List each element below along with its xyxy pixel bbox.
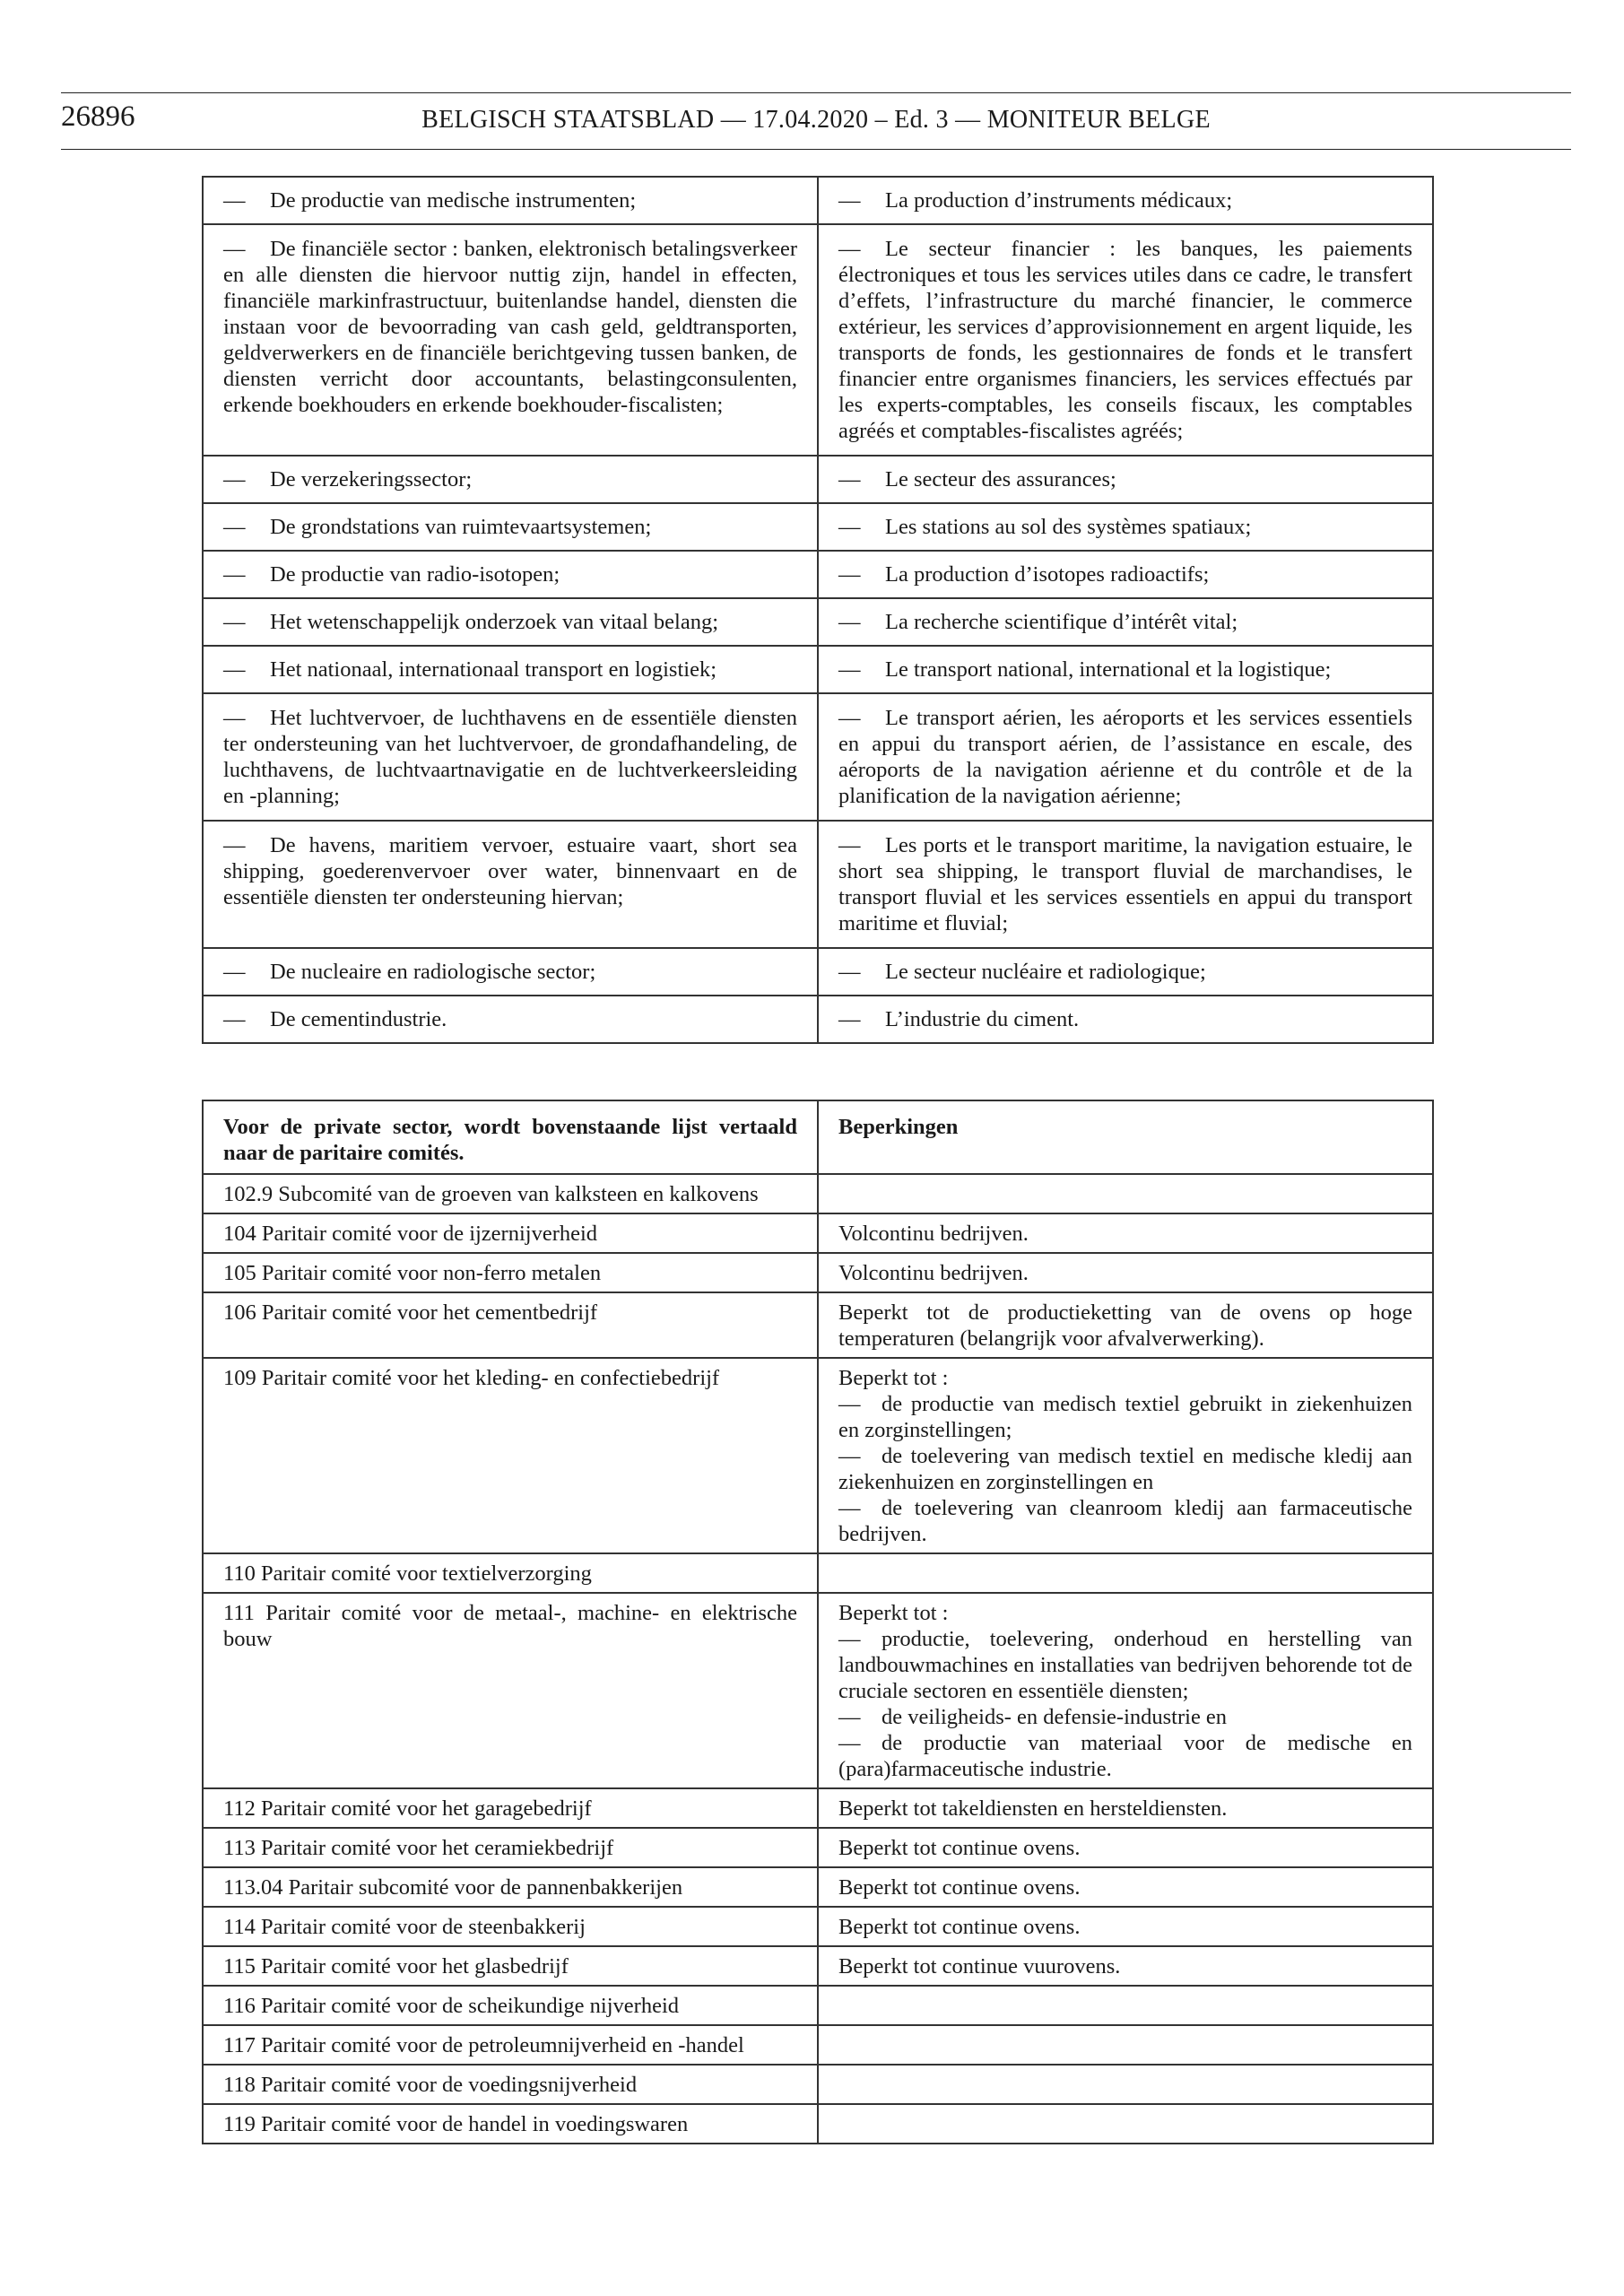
em-dash: — <box>223 562 246 587</box>
committee-row <box>203 1213 1433 1253</box>
committee-header-right: Beperkingen <box>818 1100 1433 1174</box>
limit-text: de toelevering van cleanroom kledij aan farmaceutische bedrijven. <box>838 1496 1412 1546</box>
committee-limits <box>818 2025 1433 2065</box>
sector-row <box>203 996 1433 1043</box>
sector-cell-fr <box>818 948 1433 996</box>
cell-text: Le secteur nucléaire et radiologique; <box>885 960 1206 984</box>
cell-text: Le secteur des assurances; <box>885 467 1116 491</box>
sector-row <box>203 646 1433 693</box>
sector-cell-fr <box>818 821 1433 948</box>
sector-cell-nl <box>203 598 818 646</box>
committee-row <box>203 2025 1433 2065</box>
limit-line <box>838 1495 1412 1547</box>
cell-text: La production d’isotopes radioactifs; <box>885 562 1210 587</box>
em-dash: — <box>838 1392 861 1416</box>
header-top-rule <box>61 92 1571 93</box>
committee-row <box>203 1907 1433 1946</box>
limit-line <box>838 1443 1412 1495</box>
committee-limits <box>818 2104 1433 2144</box>
cell-text: Le transport national, international et la logistique; <box>885 657 1332 682</box>
em-dash: — <box>223 188 246 213</box>
committee-limits <box>818 1358 1433 1553</box>
committee-row <box>203 2065 1433 2104</box>
committee-row <box>203 1174 1433 1213</box>
committee-name: 106 Paritair comité voor het cementbedrijf <box>203 1292 818 1358</box>
committee-name: 113.04 Paritair subcomité voor de pannenbakkerijen <box>203 1867 818 1907</box>
committee-row <box>203 1292 1433 1358</box>
committee-row <box>203 1828 1433 1867</box>
committee-name: 118 Paritair comité voor de voedingsnijverheid <box>203 2065 818 2104</box>
sector-cell-nl <box>203 503 818 551</box>
cell-text: De financiële sector : banken, elektronisch betalingsverkeer en alle diensten die hiervoor nuttig zijn, handel in effecten, financiële markinfrastructuur, buitenlandse handel, diensten die instaan voor de bevoorrading van cash geld, geldtransporten, geldverwerkers en de financiële berichtgeving tussen banken, de diensten verricht door accountants, belastingconsulenten, erkende boekhouders en erkende boekhouder-fiscalisten; <box>223 237 797 417</box>
cell-text: De nucleaire en radiologische sector; <box>270 960 596 984</box>
limit-text: de veiligheids- en defensie-industrie en <box>881 1705 1228 1729</box>
committee-name: 102.9 Subcomité van de groeven van kalksteen en kalkovens <box>203 1174 818 1213</box>
em-dash: — <box>223 960 246 984</box>
sector-cell-fr <box>818 224 1433 456</box>
sector-cell-nl <box>203 177 818 224</box>
em-dash: — <box>838 188 861 213</box>
committee-limits <box>818 1213 1433 1253</box>
committee-table <box>202 1100 1434 2144</box>
em-dash: — <box>838 1731 861 1755</box>
limit-line: Beperkt tot : <box>838 1601 949 1625</box>
committee-table-header <box>203 1100 1433 1174</box>
committee-limits <box>818 1907 1433 1946</box>
limit-line: Beperkt tot continue ovens. <box>838 1875 1081 1900</box>
em-dash: — <box>838 1627 861 1651</box>
cell-text: Le secteur financier : les banques, les paiements électroniques et tous les services utiles dans ce cadre, le transfert d’effets, l’infrastructure du marché financier, le commerce extérieur, les services d’approvisionnement en argent liquide, les transports de fonds, les gestionnaires de fonds et le transfert financier entre organismes financiers, les services effectués par les experts-comptables, les conseils fiscaux, les comptables agréés et comptables-fiscalistes agréés; <box>838 237 1412 443</box>
sector-cell-fr <box>818 177 1433 224</box>
em-dash: — <box>838 1007 861 1031</box>
sector-cell-fr <box>818 503 1433 551</box>
em-dash: — <box>838 1496 861 1520</box>
em-dash: — <box>838 706 861 730</box>
committee-name: 111 Paritair comité voor de metaal-, machine- en elektrische bouw <box>203 1593 818 1788</box>
committee-row <box>203 1253 1433 1292</box>
committee-limits <box>818 2065 1433 2104</box>
sector-cell-nl <box>203 551 818 598</box>
committee-row <box>203 1553 1433 1593</box>
committee-row <box>203 1946 1433 1986</box>
cell-text: La production d’instruments médicaux; <box>885 188 1233 213</box>
cell-text: Het nationaal, internationaal transport en logistiek; <box>270 657 717 682</box>
committee-row <box>203 1358 1433 1553</box>
cell-text: La recherche scientifique d’intérêt vital; <box>885 610 1238 634</box>
committee-row <box>203 1986 1433 2025</box>
limit-line <box>838 1626 1412 1704</box>
em-dash: — <box>223 1007 246 1031</box>
sector-cell-nl <box>203 821 818 948</box>
sector-row <box>203 224 1433 456</box>
sector-row <box>203 948 1433 996</box>
cell-text: De productie van medische instrumenten; <box>270 188 637 213</box>
committee-limits <box>818 1553 1433 1593</box>
committee-name: 112 Paritair comité voor het garagebedrijf <box>203 1788 818 1828</box>
committee-limits <box>818 1867 1433 1907</box>
sector-cell-fr <box>818 693 1433 821</box>
committee-name: 114 Paritair comité voor de steenbakkerij <box>203 1907 818 1946</box>
committee-name: 117 Paritair comité voor de petroleumnijverheid en -handel <box>203 2025 818 2065</box>
sector-cell-nl <box>203 224 818 456</box>
gazette-title: BELGISCH STAATSBLAD — 17.04.2020 – Ed. 3 — MONITEUR BELGE <box>421 106 1211 134</box>
cell-text: De productie van radio-isotopen; <box>270 562 560 587</box>
limit-line: Volcontinu bedrijven. <box>838 1261 1029 1285</box>
committee-name: 110 Paritair comité voor textielverzorging <box>203 1553 818 1593</box>
sector-cell-fr <box>818 598 1433 646</box>
cell-text: Het wetenschappelijk onderzoek van vitaal belang; <box>270 610 719 634</box>
em-dash: — <box>223 706 246 730</box>
em-dash: — <box>223 237 246 261</box>
page-header <box>61 93 1571 156</box>
committee-row <box>203 2104 1433 2144</box>
committee-limits <box>818 1828 1433 1867</box>
em-dash: — <box>838 833 861 857</box>
committee-name: 113 Paritair comité voor het ceramiekbedrijf <box>203 1828 818 1867</box>
sector-cell-nl <box>203 948 818 996</box>
committee-name: 104 Paritair comité voor de ijzernijverheid <box>203 1213 818 1253</box>
em-dash: — <box>223 833 246 857</box>
cell-text: De verzekeringssector; <box>270 467 473 491</box>
committee-row <box>203 1788 1433 1828</box>
committee-name: 105 Paritair comité voor non-ferro metalen <box>203 1253 818 1292</box>
committee-name: 115 Paritair comité voor het glasbedrijf <box>203 1946 818 1986</box>
sector-cell-nl <box>203 456 818 503</box>
committee-name: 119 Paritair comité voor de handel in voedingswaren <box>203 2104 818 2144</box>
cell-text: L’industrie du ciment. <box>885 1007 1080 1031</box>
limit-text: de toelevering van medisch textiel en medische kledij aan ziekenhuizen en zorginstellingen en <box>838 1444 1412 1494</box>
cell-text: Les stations au sol des systèmes spatiaux; <box>885 515 1252 539</box>
committee-row <box>203 1593 1433 1788</box>
em-dash: — <box>838 610 861 634</box>
limit-line <box>838 1391 1412 1443</box>
sector-row <box>203 456 1433 503</box>
sector-cell-fr <box>818 551 1433 598</box>
cell-text: De grondstations van ruimtevaartsystemen; <box>270 515 652 539</box>
em-dash: — <box>838 467 861 491</box>
sector-cell-fr <box>818 456 1433 503</box>
cell-text: De havens, maritiem vervoer, estuaire vaart, short sea shipping, goederenvervoer over water, binnenvaart en de essentiële diensten ter ondersteuning hiervan; <box>223 833 797 909</box>
cell-text: Het luchtvervoer, de luchthavens en de essentiële diensten ter ondersteuning van het luchtvervoer, de grondafhandeling, de luchthavens, de luchtvaartnavigatie en de luchtverkeersleiding en -planning; <box>223 706 797 808</box>
limit-line: Beperkt tot : <box>838 1366 949 1390</box>
header-bottom-rule <box>61 149 1571 150</box>
limit-text: de productie van materiaal voor de medische en (para)farmaceutische industrie. <box>838 1731 1412 1781</box>
em-dash: — <box>838 515 861 539</box>
sector-row <box>203 598 1433 646</box>
em-dash: — <box>223 610 246 634</box>
sector-row <box>203 821 1433 948</box>
limit-text: productie, toelevering, onderhoud en herstelling van landbouwmachines en installaties van bedrijven behorende tot de cruciale sectoren en essentiële diensten; <box>838 1627 1412 1703</box>
em-dash: — <box>223 515 246 539</box>
limit-text: de productie van medisch textiel gebruikt in ziekenhuizen en zorginstellingen; <box>838 1392 1412 1442</box>
sector-row <box>203 551 1433 598</box>
limit-line: Beperkt tot continue ovens. <box>838 1836 1081 1860</box>
em-dash: — <box>838 237 861 261</box>
em-dash: — <box>838 562 861 587</box>
limit-line: Volcontinu bedrijven. <box>838 1222 1029 1246</box>
limit-line: Beperkt tot takeldiensten en hersteldiensten. <box>838 1796 1228 1821</box>
committee-limits <box>818 1946 1433 1986</box>
limit-line: Beperkt tot de productieketting van de ovens op hoge temperaturen (belangrijk voor afvalverwerking). <box>838 1300 1412 1351</box>
committee-limits <box>818 1174 1433 1213</box>
limit-line: Beperkt tot continue ovens. <box>838 1915 1081 1939</box>
sector-cell-nl <box>203 693 818 821</box>
sector-cell-nl <box>203 646 818 693</box>
committee-header-left: Voor de private sector, wordt bovenstaande lijst vertaald naar de paritaire comités. <box>203 1100 818 1174</box>
sector-row <box>203 503 1433 551</box>
cell-text: Les ports et le transport maritime, la navigation estuaire, le short sea shipping, le transport fluvial de marchandises, le transport fluvial et les services essentiels en appui du transport maritime et fluvial; <box>838 833 1412 935</box>
cell-text: De cementindustrie. <box>270 1007 447 1031</box>
limit-line <box>838 1704 1412 1730</box>
page-number: 26896 <box>61 100 135 133</box>
cell-text: Le transport aérien, les aéroports et les services essentiels en appui du transport aérien, de l’assistance en escale, des aéroports de la navigation aérienne et du contrôle et de la planification de la navigation aérienne; <box>838 706 1412 808</box>
sector-cell-nl <box>203 996 818 1043</box>
em-dash: — <box>223 467 246 491</box>
sector-row <box>203 693 1433 821</box>
committee-limits <box>818 1593 1433 1788</box>
limit-line <box>838 1730 1412 1782</box>
em-dash: — <box>838 1705 861 1729</box>
committee-limits <box>818 1253 1433 1292</box>
sector-cell-fr <box>818 646 1433 693</box>
sector-cell-fr <box>818 996 1433 1043</box>
committee-limits <box>818 1788 1433 1828</box>
committee-name: 116 Paritair comité voor de scheikundige nijverheid <box>203 1986 818 2025</box>
committee-name: 109 Paritair comité voor het kleding- en confectiebedrijf <box>203 1358 818 1553</box>
em-dash: — <box>223 657 246 682</box>
sector-table <box>202 176 1434 1044</box>
sector-row <box>203 177 1433 224</box>
committee-limits <box>818 1986 1433 2025</box>
limit-line: Beperkt tot continue vuurovens. <box>838 1954 1121 1979</box>
em-dash: — <box>838 657 861 682</box>
em-dash: — <box>838 960 861 984</box>
committee-limits <box>818 1292 1433 1358</box>
em-dash: — <box>838 1444 861 1468</box>
committee-row <box>203 1867 1433 1907</box>
